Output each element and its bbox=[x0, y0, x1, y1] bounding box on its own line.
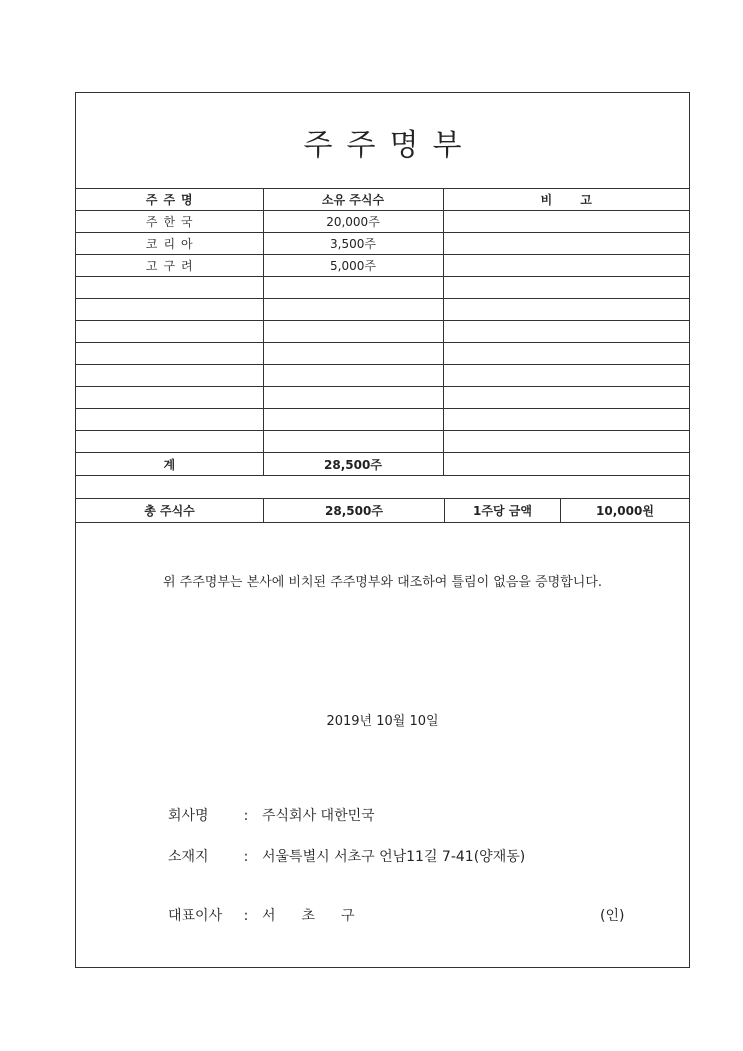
par-value-label: 1주당 금액 bbox=[445, 499, 561, 523]
company-name-value: 주식회사 대한민국 bbox=[262, 808, 375, 824]
shares-cell: 5,000주 bbox=[263, 255, 443, 277]
note-cell bbox=[443, 321, 689, 343]
table-row bbox=[76, 343, 689, 365]
table-row bbox=[76, 211, 689, 233]
shares-cell bbox=[263, 431, 443, 453]
note-cell bbox=[443, 255, 689, 277]
note-cell bbox=[443, 233, 689, 255]
table-row bbox=[76, 321, 689, 343]
total-shares-value: 28,500주 bbox=[264, 499, 445, 523]
table-row bbox=[76, 277, 689, 299]
document-frame bbox=[75, 92, 690, 968]
separator: : bbox=[243, 849, 249, 865]
total-shares-label: 총 주식수 bbox=[76, 499, 264, 523]
shares-cell: 20,000주 bbox=[263, 211, 443, 233]
representative-row bbox=[168, 905, 625, 925]
shareholder-name-cell bbox=[76, 409, 263, 431]
subtotal-value: 28,500주 bbox=[263, 453, 443, 476]
table-row bbox=[76, 387, 689, 409]
subtotal-label: 계 bbox=[76, 453, 263, 476]
note-cell bbox=[443, 211, 689, 233]
shareholder-name-cell: 코리아 bbox=[76, 233, 263, 255]
table-header-row bbox=[76, 189, 689, 211]
document-title: 주주명부 bbox=[303, 128, 476, 163]
separator: : bbox=[243, 808, 249, 824]
shareholder-name-cell bbox=[76, 431, 263, 453]
shareholder-name-cell bbox=[76, 387, 263, 409]
header-shareholder-name: 주주명 bbox=[76, 189, 263, 211]
shares-cell bbox=[263, 387, 443, 409]
table-row bbox=[76, 233, 689, 255]
representative-name: 서초구 bbox=[262, 908, 381, 924]
table-row bbox=[76, 365, 689, 387]
subtotal-row bbox=[76, 453, 689, 476]
separator: : bbox=[243, 908, 249, 924]
shareholder-table bbox=[76, 188, 689, 476]
note-cell bbox=[443, 343, 689, 365]
company-address-value: 서울특별시 서초구 언남11길 7-41(양재동) bbox=[262, 849, 526, 865]
note-cell bbox=[443, 431, 689, 453]
seal-mark: (인) bbox=[600, 908, 625, 924]
table-row bbox=[76, 299, 689, 321]
table-row bbox=[76, 255, 689, 277]
shareholder-name-cell bbox=[76, 299, 263, 321]
note-cell bbox=[443, 409, 689, 431]
table-row bbox=[76, 431, 689, 453]
shares-cell bbox=[263, 321, 443, 343]
total-table bbox=[76, 498, 689, 523]
company-address-label: 소재지 bbox=[168, 849, 209, 865]
shares-cell bbox=[263, 277, 443, 299]
shares-cell: 3,500주 bbox=[263, 233, 443, 255]
company-name-row bbox=[168, 805, 375, 825]
table-row bbox=[76, 409, 689, 431]
shareholder-name-cell bbox=[76, 321, 263, 343]
subtotal-note bbox=[443, 453, 689, 476]
certification-statement: 위 주주명부는 본사에 비치된 주주명부와 대조하여 틀림이 없음을 증명합니다. bbox=[162, 575, 603, 590]
total-row bbox=[76, 499, 689, 523]
shares-cell bbox=[263, 409, 443, 431]
header-note: 비고 bbox=[443, 189, 689, 211]
company-name-label: 회사명 bbox=[168, 808, 209, 824]
company-address-row bbox=[168, 846, 525, 866]
note-cell bbox=[443, 299, 689, 321]
shares-cell bbox=[263, 299, 443, 321]
shares-cell bbox=[263, 343, 443, 365]
header-shares-owned: 소유 주식수 bbox=[263, 189, 443, 211]
shareholder-name-cell bbox=[76, 277, 263, 299]
shareholder-name-cell: 고구려 bbox=[76, 255, 263, 277]
representative-label: 대표이사 bbox=[168, 908, 223, 924]
shareholder-name-cell bbox=[76, 365, 263, 387]
par-value-amount: 10,000원 bbox=[561, 499, 690, 523]
issue-date: 2019년 10월 10일 bbox=[326, 714, 439, 729]
note-cell bbox=[443, 387, 689, 409]
note-cell bbox=[443, 277, 689, 299]
shareholder-name-cell: 주한국 bbox=[76, 211, 263, 233]
note-cell bbox=[443, 365, 689, 387]
shareholder-name-cell bbox=[76, 343, 263, 365]
shares-cell bbox=[263, 365, 443, 387]
